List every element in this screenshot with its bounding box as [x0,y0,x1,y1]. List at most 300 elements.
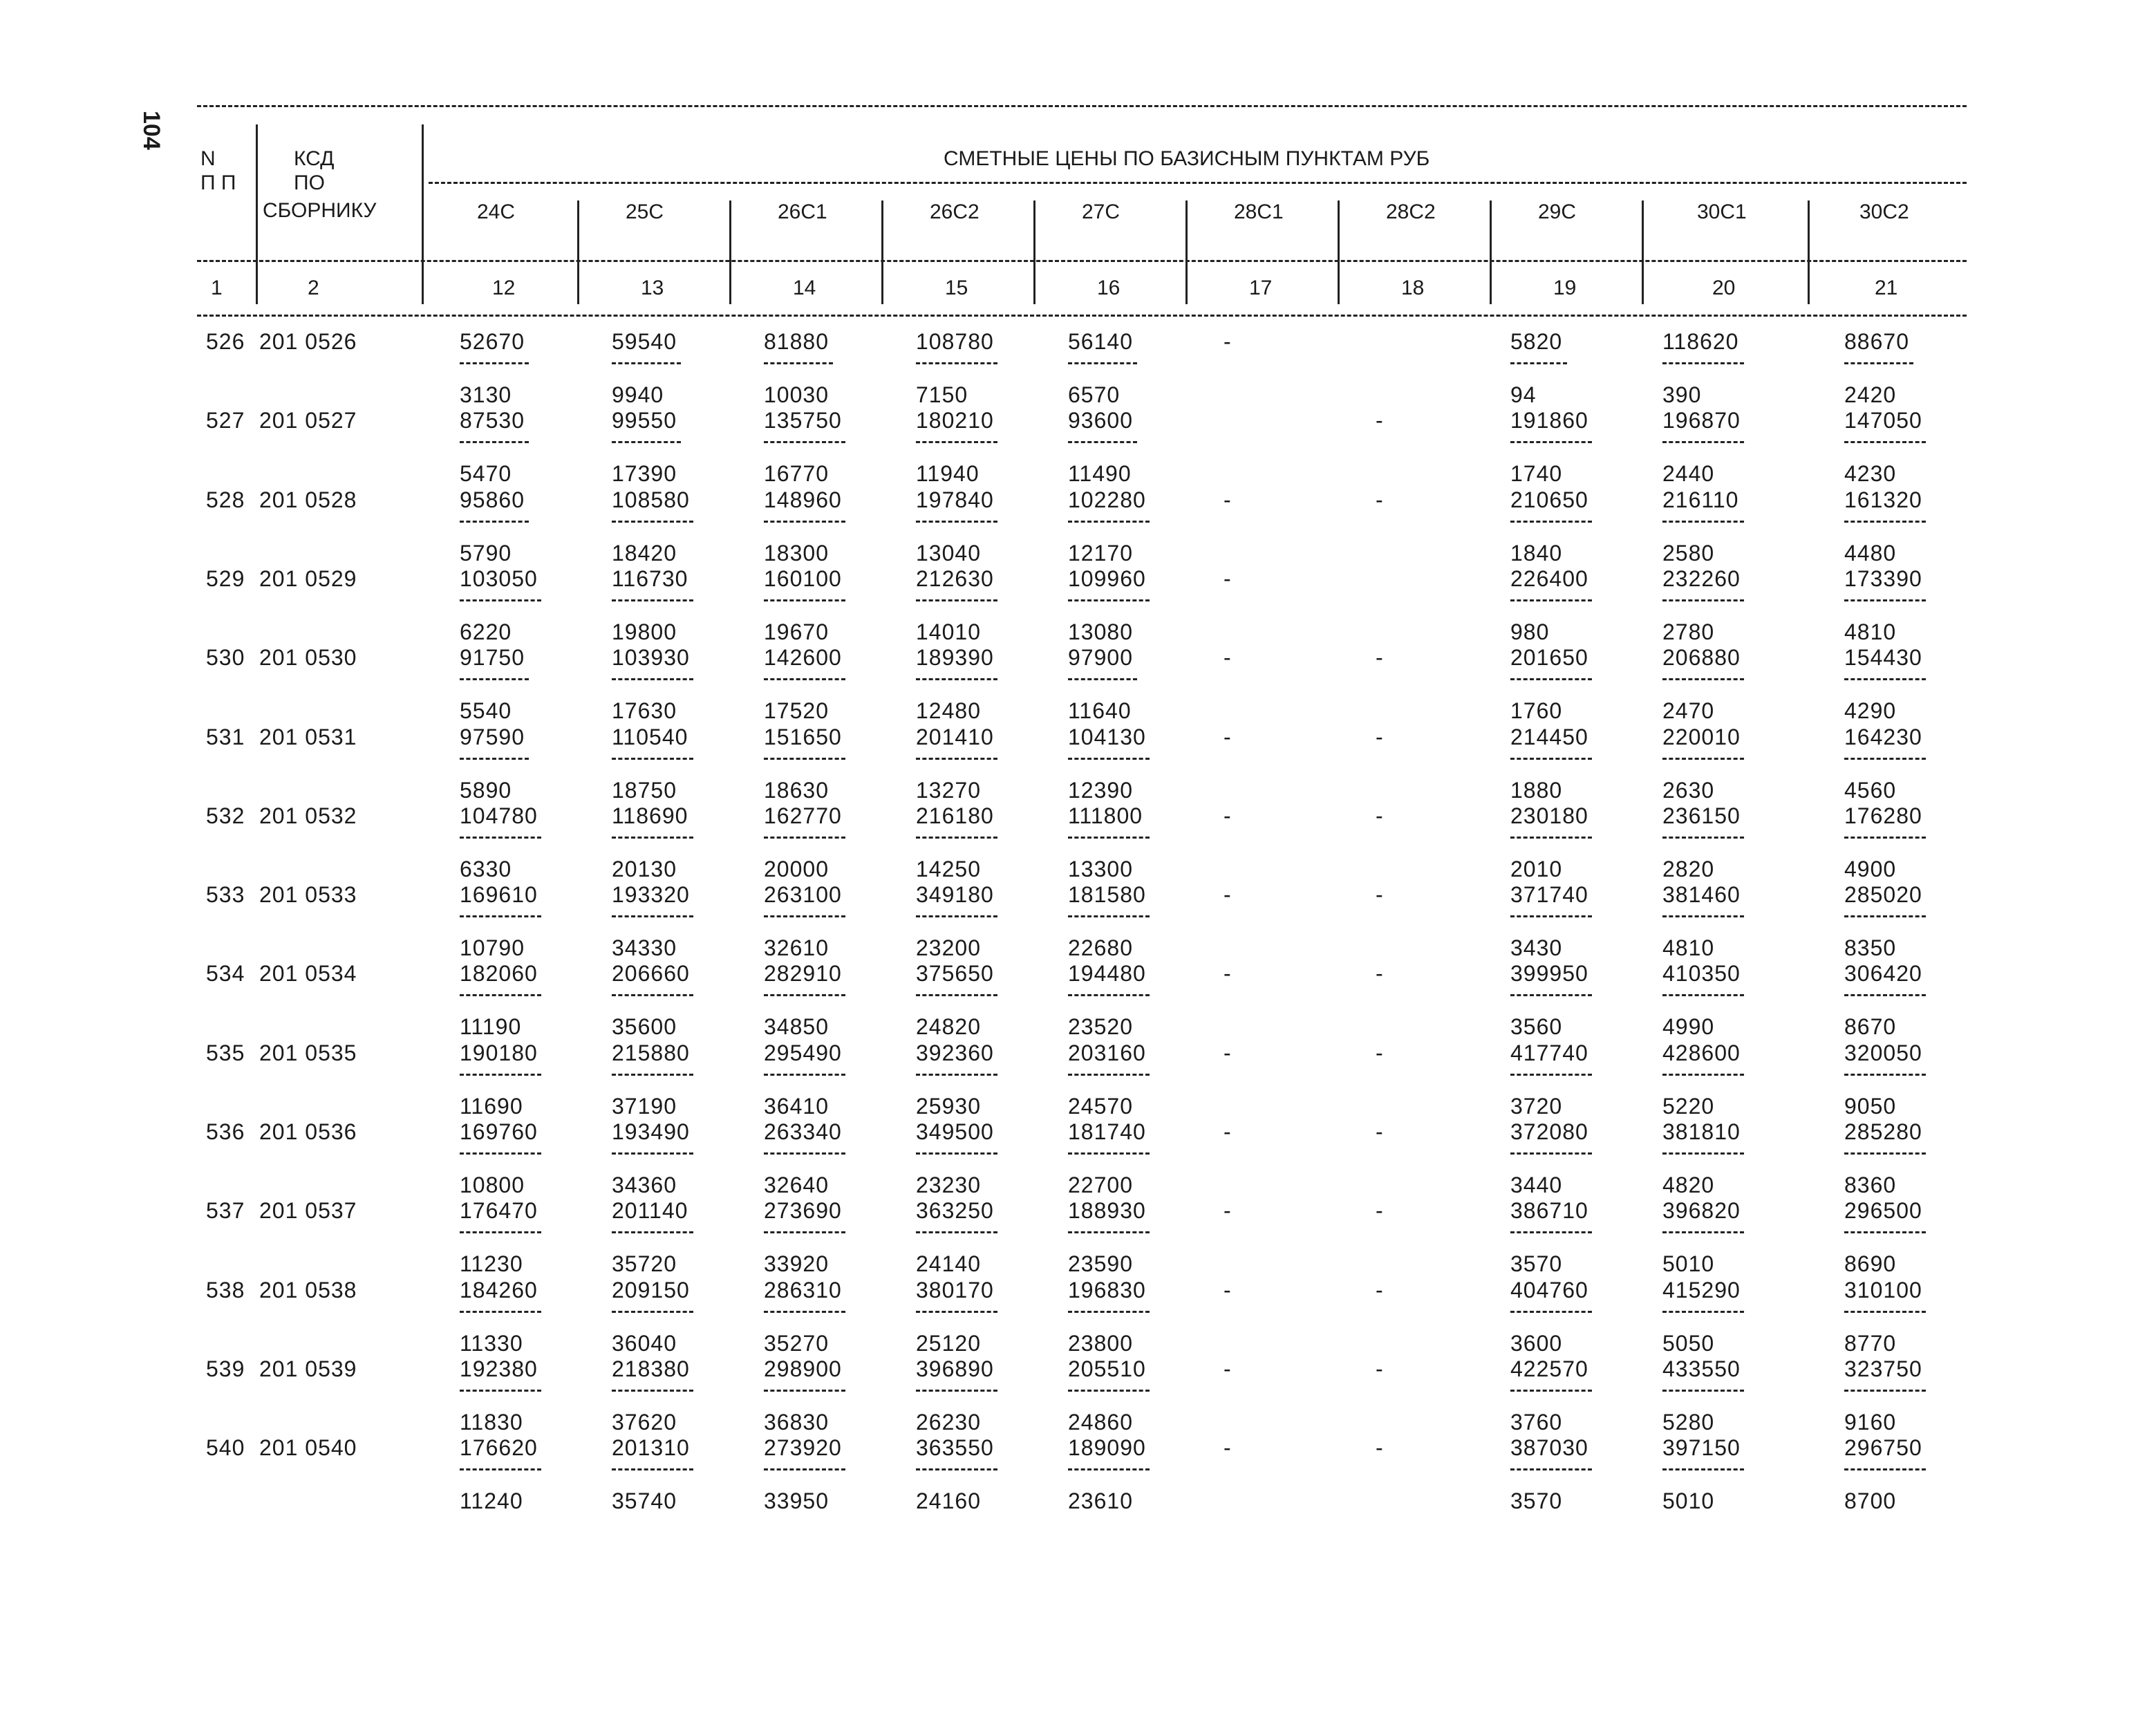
fraction-rule [1510,521,1592,523]
price-cell: 397150 [1662,1435,1741,1461]
price-subcell: 5050 [1662,1330,1715,1356]
fraction-rule [1844,1468,1926,1470]
price-subcell: 3570 [1510,1251,1563,1277]
price-cell: 404760 [1510,1277,1588,1302]
price-subcell: 8690 [1844,1251,1897,1277]
price-cell: 193320 [612,882,690,908]
price-cell: 298900 [764,1356,842,1381]
fraction-rule [1510,362,1567,364]
row-number: 535 [206,1040,245,1065]
column-header: 24С [477,200,516,223]
fraction-rule [1510,1390,1592,1392]
price-subcell: 18300 [764,540,829,566]
row-code: 201 0530 [259,645,357,671]
price-subcell: 11240 [460,1488,523,1514]
price-cell: 296750 [1844,1435,1922,1461]
fraction-rule [916,521,997,523]
fraction-rule [916,1074,997,1076]
price-cell: 380170 [916,1277,994,1302]
price-cell: 372080 [1510,1119,1588,1144]
header-group-rule [429,182,1967,184]
row-code: 201 0528 [259,487,357,512]
fraction-rule [1068,362,1137,364]
header-code-label: СБОРНИКУ [263,199,377,222]
fraction-rule [1662,1390,1744,1392]
fraction-rule [1844,678,1926,680]
price-subcell: 4810 [1844,619,1897,644]
price-subcell: 10800 [460,1173,525,1197]
row-code: 201 0532 [259,803,357,828]
price-subcell: 1760 [1510,698,1563,724]
fraction-rule [1844,1074,1926,1076]
price-cell: 148960 [764,487,842,512]
price-subcell: 1880 [1510,777,1563,803]
price-cell: 215880 [612,1040,690,1065]
price-subcell: 4290 [1844,698,1897,724]
price-subcell: 35270 [764,1330,829,1356]
price-cell: - [1224,1356,1232,1381]
price-subcell: 4480 [1844,540,1897,566]
price-cell: - [1376,1435,1384,1461]
fraction-rule [1662,441,1744,443]
price-cell: 56140 [1068,329,1133,354]
price-subcell: 8350 [1844,935,1897,961]
price-cell: 162770 [764,803,842,828]
price-cell: 205510 [1068,1356,1146,1381]
fraction-rule [460,1390,541,1392]
price-cell: 52670 [460,329,525,354]
fraction-rule [764,1390,845,1392]
price-cell: 232260 [1662,566,1741,591]
header-n-label: N [200,147,216,170]
column-index: 15 [945,277,968,299]
price-subcell: 34330 [612,935,677,961]
fraction-rule [916,1231,997,1233]
fraction-rule [460,441,529,443]
price-subcell: 36410 [764,1093,829,1119]
fraction-rule [1068,994,1150,996]
row-number: 539 [206,1356,245,1381]
fraction-rule [764,1152,845,1155]
price-subcell: 2010 [1510,856,1563,881]
price-cell: 182060 [460,961,538,987]
fraction-rule [1510,1231,1592,1233]
price-cell: 169610 [460,882,538,908]
price-cell: 230180 [1510,803,1588,828]
price-cell: 363550 [916,1435,994,1461]
price-cell: - [1224,961,1232,987]
price-cell: 191860 [1510,408,1588,433]
price-subcell: 5540 [460,698,512,724]
price-cell: - [1376,961,1384,987]
price-cell: - [1376,1356,1384,1381]
column-index: 13 [641,277,664,299]
column-header: 28С2 [1386,200,1436,223]
price-subcell: 12390 [1068,777,1133,803]
row-code: 201 0531 [259,724,357,749]
price-subcell: 22680 [1068,935,1133,961]
price-subcell: 23590 [1068,1251,1133,1277]
price-cell: 189090 [1068,1435,1146,1461]
price-subcell: 2780 [1662,619,1715,644]
fraction-rule [1510,678,1592,680]
fraction-rule [1844,1231,1926,1233]
price-subcell: 19800 [612,619,677,644]
price-cell: - [1376,1119,1384,1144]
price-cell: 349500 [916,1119,994,1144]
fraction-rule [1662,994,1744,996]
fraction-rule [612,599,693,601]
fraction-rule [460,915,541,917]
column-index: 18 [1401,277,1425,299]
price-cell: 216180 [916,803,994,828]
price-cell: 203160 [1068,1040,1146,1065]
price-subcell: 3130 [460,382,512,407]
row-code: 201 0537 [259,1198,357,1224]
price-subcell: 18630 [764,777,829,803]
fraction-rule [1068,521,1150,523]
price-subcell: 5220 [1662,1093,1715,1119]
price-subcell: 9940 [612,382,664,407]
fraction-rule [1068,1231,1150,1233]
fraction-rule [460,521,529,523]
fraction-rule [612,1074,693,1076]
price-cell: - [1376,1198,1384,1224]
price-cell: 399950 [1510,961,1588,987]
price-cell: 387030 [1510,1435,1588,1461]
price-subcell: 9160 [1844,1409,1897,1435]
column-header: 27С [1082,200,1121,223]
price-cell: 142600 [764,645,842,671]
price-cell: 180210 [916,408,994,433]
fraction-rule [1068,599,1150,601]
price-cell: 161320 [1844,487,1922,512]
fraction-rule [764,1311,845,1313]
row-number: 529 [206,566,245,591]
price-cell: 285020 [1844,882,1922,908]
row-code: 201 0526 [259,329,357,354]
price-subcell: 23520 [1068,1014,1133,1040]
price-cell: 176280 [1844,803,1922,828]
price-subcell: 3570 [1510,1488,1563,1514]
row-number: 533 [206,882,245,908]
price-cell: - [1376,882,1384,908]
fraction-rule [612,1152,693,1155]
price-subcell: 10790 [460,935,525,961]
price-cell: - [1224,1198,1232,1224]
price-subcell: 5890 [460,777,512,803]
price-cell: 193490 [612,1119,690,1144]
price-subcell: 1740 [1510,461,1563,487]
row-number: 536 [206,1119,245,1144]
column-index: 19 [1553,277,1577,299]
price-cell: 296500 [1844,1198,1922,1224]
fraction-rule [916,441,997,443]
price-subcell: 3600 [1510,1330,1563,1356]
price-cell: 218380 [612,1356,690,1381]
price-cell: 371740 [1510,882,1588,908]
fraction-rule [460,1468,541,1470]
price-cell: 396890 [916,1356,994,1381]
column-header: 25С [626,200,664,223]
fraction-rule [1662,1311,1744,1313]
column-index: 14 [793,277,816,299]
price-cell: - [1224,329,1232,354]
price-subcell: 5010 [1662,1251,1715,1277]
price-subcell: 6220 [460,619,512,644]
price-cell: 104130 [1068,724,1146,749]
header-rule-1 [197,260,1967,262]
price-subcell: 3560 [1510,1014,1563,1040]
price-cell: 118690 [612,803,688,828]
price-subcell: 26230 [916,1409,981,1435]
price-subcell: 25120 [916,1330,981,1356]
header-divider-code [422,124,424,304]
price-subcell: 94 [1510,382,1537,407]
price-cell: 428600 [1662,1040,1741,1065]
price-subcell: 12480 [916,698,981,724]
fraction-rule [612,1231,693,1233]
price-cell: 216110 [1662,487,1739,512]
fraction-rule [460,599,541,601]
price-subcell: 5790 [460,540,512,566]
fraction-rule [460,1311,541,1313]
price-cell: 103930 [612,645,690,671]
header-divider-col-6 [1338,200,1340,304]
price-cell: 415290 [1662,1277,1741,1302]
row-code: 201 0533 [259,882,357,908]
price-cell: 97590 [460,724,525,749]
fraction-rule [1068,758,1150,760]
fraction-rule [1662,758,1744,760]
header-group-title: СМЕТНЫЕ ЦЕНЫ ПО БАЗИСНЫМ ПУНКТАМ РУБ [944,147,1430,170]
price-subcell: 34360 [612,1173,677,1197]
price-cell: 99550 [612,408,677,433]
price-cell: 108580 [612,487,690,512]
price-subcell: 13300 [1068,856,1133,881]
row-number: 530 [206,645,245,671]
fraction-rule [916,915,997,917]
fraction-rule [1510,441,1592,443]
price-subcell: 3720 [1510,1093,1563,1119]
price-cell: 59540 [612,329,677,354]
column-header: 29С [1538,200,1577,223]
price-subcell: 24140 [916,1251,981,1277]
price-subcell: 1840 [1510,540,1563,566]
price-cell: 91750 [460,645,525,671]
price-cell: - [1376,803,1384,828]
price-subcell: 17520 [764,698,829,724]
fraction-rule [612,521,693,523]
price-subcell: 14250 [916,856,981,881]
price-cell: 422570 [1510,1356,1588,1381]
price-cell: 104780 [460,803,538,828]
price-cell: 282910 [764,961,842,987]
price-cell: 87530 [460,408,525,433]
fraction-rule [1844,362,1913,364]
fraction-rule [1068,915,1150,917]
price-cell: 206880 [1662,645,1741,671]
fraction-rule [916,678,997,680]
price-subcell: 23200 [916,935,981,961]
price-subcell: 6330 [460,856,512,881]
header-divider-n [256,124,258,304]
row-number: 540 [206,1435,245,1461]
price-cell: 209150 [612,1277,690,1302]
price-cell: 306420 [1844,961,1922,987]
page-number: 104 [138,111,165,150]
row-code: 201 0529 [259,566,357,591]
fraction-rule [1662,915,1744,917]
price-subcell: 8700 [1844,1488,1897,1514]
fraction-rule [1844,994,1926,996]
fraction-rule [1662,678,1744,680]
row-code: 201 0534 [259,961,357,987]
price-subcell: 18750 [612,777,677,803]
fraction-rule [460,837,541,839]
price-subcell: 12170 [1068,540,1133,566]
header-divider-col-1 [577,200,579,304]
fraction-rule [1662,521,1744,523]
price-subcell: 25930 [916,1093,981,1119]
price-subcell: 36830 [764,1409,829,1435]
fraction-rule [1662,1074,1744,1076]
price-subcell: 4820 [1662,1173,1715,1197]
fraction-rule [764,521,845,523]
fraction-rule [1662,362,1744,364]
fraction-rule [612,1468,693,1470]
price-subcell: 4900 [1844,856,1897,881]
price-subcell: 11230 [460,1251,523,1277]
price-subcell: 17390 [612,461,677,487]
price-subcell: 2440 [1662,461,1715,487]
price-subcell: 3430 [1510,935,1563,961]
fraction-rule [460,1231,541,1233]
price-cell: - [1376,1277,1384,1302]
price-cell: 108780 [916,329,994,354]
price-cell: 320050 [1844,1040,1922,1065]
fraction-rule [916,837,997,839]
row-code: 201 0536 [259,1119,357,1144]
row-code: 201 0539 [259,1356,357,1381]
column-header: 28С1 [1234,200,1284,223]
price-cell: - [1224,1040,1232,1065]
price-cell: 210650 [1510,487,1588,512]
fraction-rule [916,362,997,364]
header-n-label: П П [200,171,236,194]
price-cell: - [1376,487,1384,512]
price-subcell: 11330 [460,1330,523,1356]
fraction-rule [612,441,681,443]
price-subcell: 6570 [1068,382,1121,407]
header-bottom-rule [197,315,1967,317]
column-header: 26С1 [778,200,827,223]
row-code: 201 0540 [259,1435,357,1461]
price-cell: 286310 [764,1277,842,1302]
fraction-rule [916,1311,997,1313]
price-subcell: 23230 [916,1173,981,1197]
price-cell: 201410 [916,724,994,749]
price-cell: 192380 [460,1356,538,1381]
price-cell: 181740 [1068,1119,1146,1144]
price-subcell: 14010 [916,619,981,644]
price-cell: 323750 [1844,1356,1922,1381]
fraction-rule [1662,1152,1744,1155]
price-subcell: 34850 [764,1014,829,1040]
fraction-rule [1068,1390,1150,1392]
price-cell: 363250 [916,1198,994,1224]
fraction-rule [1662,1468,1744,1470]
fraction-rule [460,362,529,364]
price-cell: 95860 [460,487,525,512]
price-cell: 273920 [764,1435,842,1461]
fraction-rule [1844,1152,1926,1155]
price-cell: 147050 [1844,408,1922,433]
price-cell: 417740 [1510,1040,1588,1065]
price-cell: 349180 [916,882,994,908]
price-subcell: 2820 [1662,856,1715,881]
price-cell: - [1224,803,1232,828]
price-subcell: 19670 [764,619,829,644]
price-subcell: 22700 [1068,1173,1133,1197]
price-cell: 135750 [764,408,842,433]
price-subcell: 4990 [1662,1014,1715,1040]
price-cell: 410350 [1662,961,1741,987]
price-subcell: 11640 [1068,698,1132,724]
fraction-rule [1510,1152,1592,1155]
price-subcell: 35720 [612,1251,677,1277]
price-cell: 188930 [1068,1198,1146,1224]
price-subcell: 20000 [764,856,829,881]
price-cell: 176470 [460,1198,538,1224]
price-cell: 375650 [916,961,994,987]
fraction-rule [764,758,845,760]
fraction-rule [1068,678,1137,680]
price-cell: - [1376,408,1384,433]
row-number: 526 [206,329,245,354]
row-number: 527 [206,408,245,433]
price-subcell: 8770 [1844,1330,1897,1356]
column-index: 16 [1097,277,1121,299]
fraction-rule [1844,521,1926,523]
price-subcell: 32610 [764,935,829,961]
fraction-rule [764,1231,845,1233]
price-cell: 220010 [1662,724,1741,749]
price-cell: 111800 [1068,803,1143,828]
price-subcell: 24820 [916,1014,981,1040]
price-subcell: 20130 [612,856,677,881]
row-number: 537 [206,1198,245,1224]
fraction-rule [1068,441,1137,443]
price-subcell: 7150 [916,382,968,407]
price-cell: 88670 [1844,329,1909,354]
fraction-rule [1068,1311,1150,1313]
fraction-rule [1068,1152,1150,1155]
price-cell: - [1224,1119,1232,1144]
fraction-rule [460,994,541,996]
price-cell: - [1224,1277,1232,1302]
fraction-rule [1844,758,1926,760]
column-index: 21 [1875,277,1898,299]
price-cell: - [1224,566,1232,591]
price-subcell: 18420 [612,540,677,566]
price-cell: 214450 [1510,724,1588,749]
price-subcell: 11190 [460,1014,522,1040]
price-subcell: 4560 [1844,777,1897,803]
price-subcell: 11490 [1068,461,1132,487]
fraction-rule [1068,1074,1150,1076]
price-cell: 196830 [1068,1277,1146,1302]
